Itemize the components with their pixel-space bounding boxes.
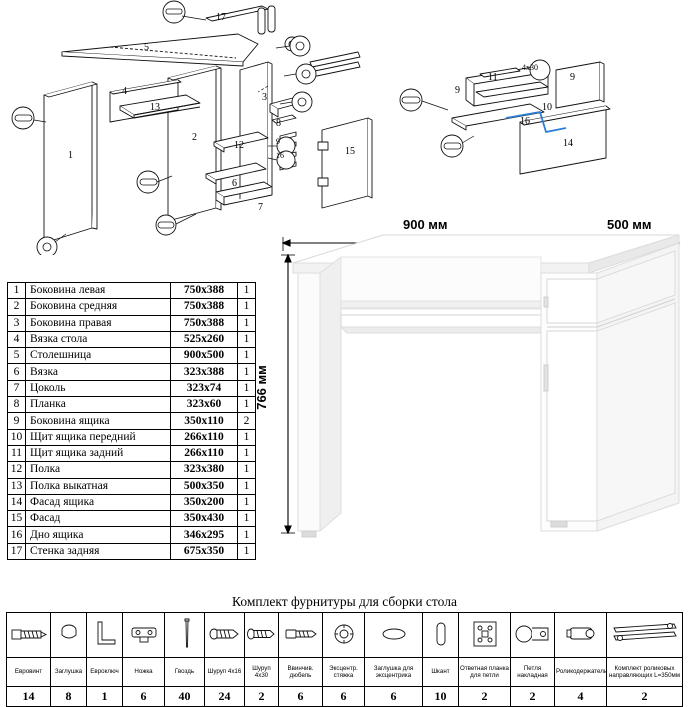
part-qty: 2: [238, 413, 256, 429]
part-size: 750х388: [171, 315, 238, 331]
part-qty: 1: [238, 527, 256, 543]
hardware-count: 2: [459, 687, 511, 707]
table-row: [8, 299, 256, 315]
screw-4x30-icon: [245, 613, 279, 658]
hardware-count: 8: [51, 687, 87, 707]
hardware-label: Гвоздь: [165, 658, 205, 687]
part-name: Фасад ящика: [26, 494, 171, 510]
dowel-icon: [423, 613, 459, 658]
hardware-count: 2: [511, 687, 555, 707]
part-name: Полка: [26, 462, 171, 478]
part-qty: 1: [238, 315, 256, 331]
svg-text:5: 5: [144, 42, 149, 53]
table-row: [8, 494, 256, 510]
part-size: 346х295: [171, 527, 238, 543]
part-qty: 1: [238, 494, 256, 510]
svg-text:16: 16: [276, 151, 284, 160]
part-number: 13: [8, 478, 26, 494]
hardware-label: Эксцентр. стяжка: [323, 658, 365, 687]
hardware-icons-row: [7, 613, 683, 658]
part-name: Дно ящика: [26, 527, 171, 543]
part-qty: 1: [238, 331, 256, 347]
part-number: 15: [8, 511, 26, 527]
nail-icon: [165, 613, 205, 658]
depth-dimension-label: 500 мм: [607, 217, 652, 232]
part-name: Боковина средняя: [26, 299, 171, 315]
exploded-diagram: [0, 0, 689, 250]
part-number: 2: [8, 299, 26, 315]
part-number: 12: [8, 462, 26, 478]
hardware-count: 4: [555, 687, 607, 707]
hardware-count: 6: [365, 687, 423, 707]
svg-text:6: 6: [232, 178, 237, 189]
table-row: [8, 543, 256, 559]
svg-text:8: 8: [276, 118, 281, 129]
part-name: Фасад: [26, 511, 171, 527]
width-dimension-label: 900 мм: [403, 217, 448, 232]
part-size: 323х74: [171, 380, 238, 396]
part-size: 323х60: [171, 397, 238, 413]
svg-text:13: 13: [150, 102, 160, 113]
part-qty: 1: [238, 429, 256, 445]
part-number: 6: [8, 364, 26, 380]
part-name: Боковина правая: [26, 315, 171, 331]
hardware-count: 2: [607, 687, 683, 707]
part-qty: 1: [238, 380, 256, 396]
hardware-count: 14: [7, 687, 51, 707]
hardware-label: Петля накладная: [511, 658, 555, 687]
part-name: Стенка задняя: [26, 543, 171, 559]
table-row: [8, 527, 256, 543]
svg-text:16: 16: [520, 116, 530, 127]
part-size: 500х350: [171, 478, 238, 494]
hardware-label: Ножка: [123, 658, 165, 687]
svg-text:3: 3: [262, 92, 267, 103]
svg-text:14: 14: [563, 138, 573, 149]
part-qty: 1: [238, 445, 256, 461]
part-size: 323х380: [171, 462, 238, 478]
part-name: Вязка стола: [26, 331, 171, 347]
hardware-label: Комплект роликовых направляющих L=350мм: [607, 658, 683, 687]
svg-text:9: 9: [455, 85, 460, 96]
table-row: [8, 364, 256, 380]
hardware-count: 2: [245, 687, 279, 707]
foot-icon: [123, 613, 165, 658]
part-number: 8: [8, 397, 26, 413]
part-number: 9: [8, 413, 26, 429]
part-name: Планка: [26, 397, 171, 413]
hardware-count: 40: [165, 687, 205, 707]
hardware-label: Евроключ: [87, 658, 123, 687]
part-name: Столешница: [26, 348, 171, 364]
part-size: 675х350: [171, 543, 238, 559]
screw-4x16-icon: [205, 613, 245, 658]
table-row: [8, 397, 256, 413]
svg-text:4: 4: [122, 86, 127, 97]
part-qty: 1: [238, 511, 256, 527]
part-size: 350х200: [171, 494, 238, 510]
table-row: [8, 380, 256, 396]
hinge-plate-icon: [459, 613, 511, 658]
hardware-count: 6: [323, 687, 365, 707]
part-number: 11: [8, 445, 26, 461]
hardware-label: Шуруп 4х30: [245, 658, 279, 687]
hardware-count: 24: [205, 687, 245, 707]
part-number: 7: [8, 380, 26, 396]
part-qty: 1: [238, 397, 256, 413]
part-qty: 1: [238, 348, 256, 364]
table-row: [8, 478, 256, 494]
hardware-label: Евровинт: [7, 658, 51, 687]
screw-in-dowel-icon: [279, 613, 323, 658]
table-row: [8, 413, 256, 429]
part-number: 16: [8, 527, 26, 543]
table-row: [8, 462, 256, 478]
hardware-kit-title: Комплект фурнитуры для сборки стола: [232, 594, 457, 609]
hinge-icon: [511, 613, 555, 658]
svg-text:17: 17: [216, 12, 226, 23]
table-row: [8, 429, 256, 445]
hardware-label: Заглушка: [51, 658, 87, 687]
hardware-count: 10: [423, 687, 459, 707]
hardware-count: 6: [123, 687, 165, 707]
part-name: Боковина ящика: [26, 413, 171, 429]
hardware-label: Заглушка для эксцентрика: [365, 658, 423, 687]
hardware-label: Шкант: [423, 658, 459, 687]
svg-text:9: 9: [276, 137, 280, 146]
parts-table: [7, 282, 256, 560]
part-qty: 1: [238, 283, 256, 299]
svg-text:2: 2: [192, 132, 197, 143]
part-number: 5: [8, 348, 26, 364]
eccentric-cap-icon: [365, 613, 423, 658]
part-size: 350х430: [171, 511, 238, 527]
table-row: [8, 283, 256, 299]
table-row: [8, 348, 256, 364]
svg-text:9: 9: [570, 72, 575, 83]
part-name: Цоколь: [26, 380, 171, 396]
part-name: Вязка: [26, 364, 171, 380]
part-name: Боковина левая: [26, 283, 171, 299]
svg-text:4х30: 4х30: [522, 63, 538, 72]
part-number: 17: [8, 543, 26, 559]
svg-text:12: 12: [234, 140, 244, 151]
table-row: [8, 331, 256, 347]
hardware-label: Роликодержатель: [555, 658, 607, 687]
part-qty: 1: [238, 478, 256, 494]
part-number: 14: [8, 494, 26, 510]
hardware-counts-row: [7, 687, 683, 707]
svg-text:15: 15: [345, 146, 355, 157]
part-size: 266х110: [171, 429, 238, 445]
part-qty: 1: [238, 299, 256, 315]
hardware-count: 1: [87, 687, 123, 707]
part-name: Щит ящика передний: [26, 429, 171, 445]
part-size: 900х500: [171, 348, 238, 364]
cap-icon: [51, 613, 87, 658]
part-size: 266х110: [171, 445, 238, 461]
eccentric-tie-icon: [323, 613, 365, 658]
part-size: 750х388: [171, 299, 238, 315]
part-qty: 1: [238, 364, 256, 380]
part-size: 525х260: [171, 331, 238, 347]
part-number: 4: [8, 331, 26, 347]
svg-text:1: 1: [68, 150, 73, 161]
euro-screw-icon: [7, 613, 51, 658]
part-number: 3: [8, 315, 26, 331]
hardware-labels-row: [7, 658, 683, 687]
part-size: 323х388: [171, 364, 238, 380]
part-name: Полка выкатная: [26, 478, 171, 494]
part-qty: 1: [238, 543, 256, 559]
table-row: [8, 315, 256, 331]
part-size: 750х388: [171, 283, 238, 299]
slide-set-icon: [607, 613, 683, 658]
table-row: [8, 445, 256, 461]
allen-key-icon: [87, 613, 123, 658]
hardware-label: Ввинчив. дюбель: [279, 658, 323, 687]
svg-text:10: 10: [542, 102, 552, 113]
hardware-count: 6: [279, 687, 323, 707]
part-name: Щит ящика задний: [26, 445, 171, 461]
part-number: 1: [8, 283, 26, 299]
hardware-kit-table: [6, 612, 683, 707]
hardware-label: Шуруп 4х16: [205, 658, 245, 687]
svg-text:11: 11: [488, 72, 498, 83]
part-number: 10: [8, 429, 26, 445]
roller-holder-icon: [555, 613, 607, 658]
part-size: 350х110: [171, 413, 238, 429]
height-dimension-label: 766 мм: [253, 365, 269, 410]
hardware-label: Ответная планка для петли: [459, 658, 511, 687]
svg-text:7: 7: [258, 202, 263, 213]
table-row: [8, 511, 256, 527]
part-qty: 1: [238, 462, 256, 478]
product-render-svg: [255, 215, 689, 580]
product-render: [255, 215, 689, 580]
